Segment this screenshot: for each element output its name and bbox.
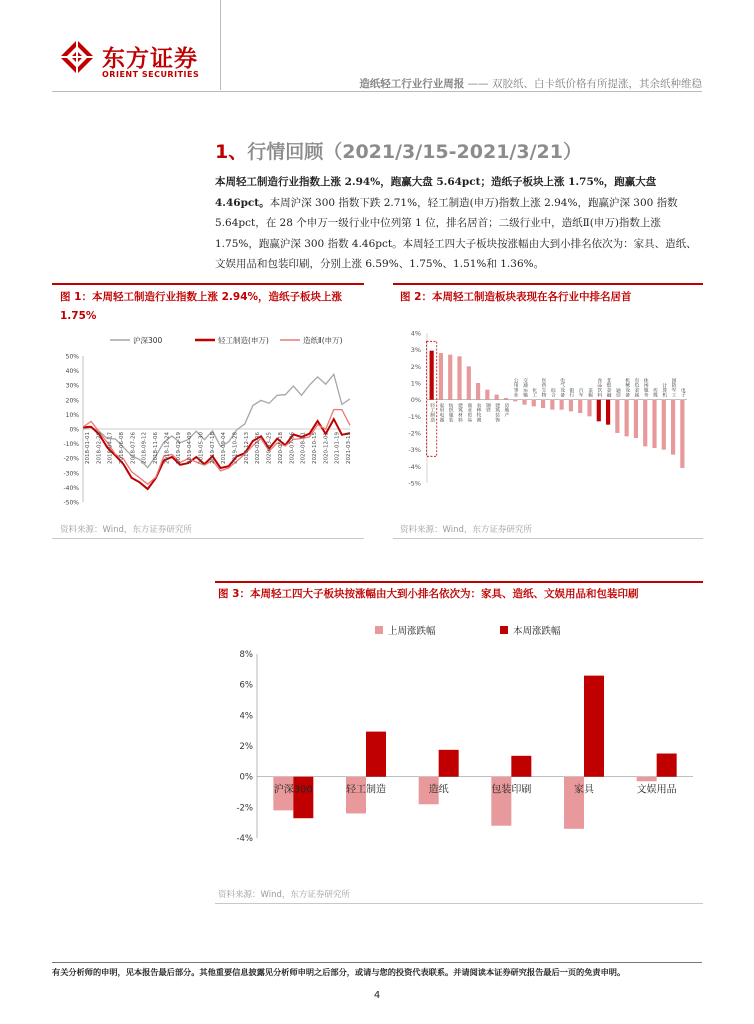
report-title [359, 76, 702, 91]
fig3-legend-label: 上周涨跌幅 [388, 626, 436, 637]
header-rule [52, 91, 702, 92]
fig1-ytick-label: 50% [65, 353, 79, 361]
fig2-ytick-label: 2% [410, 362, 421, 371]
fig1-xtick-label: 2018-09-12 [141, 432, 148, 464]
fig2-category-label: 医药生物 [540, 377, 546, 397]
fig2-bar [541, 400, 545, 408]
fig2-category-label: 电气设备 [559, 377, 565, 397]
fig3-category-label: 造纸 [428, 784, 449, 796]
fig2-bar [597, 400, 601, 422]
fig2-bar [532, 400, 536, 407]
fig2-category-label: 纺织服装 [447, 402, 453, 422]
page-number: 4 [373, 990, 381, 1001]
fig1-xtick-label: 2019-02-19 [175, 432, 182, 464]
fig1-xtick-label: 2018-01-01 [85, 432, 91, 464]
fig1-ytick-label: -10% [63, 441, 79, 449]
section-title [215, 137, 582, 164]
fig1-xtick-label: 2018-02-28 [96, 432, 103, 464]
fig2-bar [643, 400, 647, 447]
fig1-xtick-label: 2018-11-06 [153, 432, 160, 464]
fig2-ytick-label: -5% [408, 479, 421, 488]
section-title-text: 行情回顾（2021/3/15-2021/3/21） [247, 141, 582, 163]
fig3-ytick-label: 8% [239, 650, 253, 660]
fig2-bar [448, 355, 452, 400]
fig2-bar [522, 400, 526, 405]
fig1-xtick-label: 2019-10-28 [232, 432, 239, 464]
fig2-category-label: 国防军工 [670, 377, 676, 397]
fig2-bar [495, 395, 499, 400]
fig3-legend-swatch [375, 626, 383, 634]
fig1-xtick-label: 2020-08-21 [300, 432, 307, 464]
fig2-category-label: 有色金属 [633, 377, 639, 397]
fig2-bar [513, 400, 517, 402]
fig1-ytick-label: 10% [65, 411, 79, 419]
fig2-category-label: 化工 [531, 387, 537, 398]
fig1-caption [60, 288, 360, 326]
fig3-bar [637, 777, 657, 782]
fig3-bar [657, 754, 677, 777]
fig2-category-label: 采掘 [587, 387, 592, 398]
fig2-bar [560, 400, 564, 410]
fig2-category-label: 轻工制造 [429, 402, 435, 422]
fig1-xtick-label: 2019-07-18 [209, 432, 216, 464]
fig2-bar [634, 400, 638, 438]
fig3-top-rule [215, 581, 703, 583]
fig2-category-label: 建筑材料 [457, 402, 462, 422]
fig2-category-label: 房地产 [503, 402, 509, 418]
fig1-line-chart [55, 330, 360, 515]
fig1-xtick-label: 2019-09-04 [221, 432, 228, 464]
fig3-ytick-label: 4% [239, 711, 253, 722]
fig3-bar [584, 676, 604, 777]
fig2-bar [569, 400, 573, 412]
fig3-category-label: 轻工制造 [346, 784, 386, 796]
fig2-ytick-label: -3% [408, 446, 421, 455]
fig3-category-label: 文娱用品 [636, 784, 677, 796]
fig2-bar [671, 400, 675, 455]
fig2-ytick-label: 3% [410, 346, 421, 355]
fig1-xtick-label: 2021-03-15 [346, 432, 352, 464]
fig1-xtick-label: 2020-02-06 [255, 432, 262, 464]
fig2-ytick-label: -2% [408, 429, 421, 438]
fig2-bar [457, 356, 461, 399]
fig2-category-label: 非银金融 [605, 377, 611, 397]
fig2-bar [430, 351, 434, 400]
fig1-caption-text: 本周轻工制造行业指数上涨 2.94%，造纸子板块上涨 1.75% [60, 291, 343, 322]
footer-rule [52, 962, 702, 963]
fig2-source: 资料来源：Wind，东方证券研究所 [400, 525, 532, 535]
logo-text-en: ORIENT SECURITIES [102, 70, 200, 79]
fig1-xtick-label: 2020-05-18 [277, 432, 284, 464]
fig2-bottom-rule [393, 538, 703, 539]
fig3-caption [218, 585, 703, 604]
fig2-bar [578, 400, 582, 413]
fig1-ytick-label: -50% [63, 499, 79, 507]
paragraph-body: 本周沪深 300 指数下跌 2.71%，轻工制造(申万)指数上涨 2.94%，跑赢沪深 300 指数 5.64pct，在 28 个申万一级行业中位列第 1 位，排名居首；二级行业中，造纸Ⅱ(申万)指数上涨 1.75%，跑赢沪深 300 指数 4.46pct。本周轻工四大子板块按涨幅由大到小排名依次为：家具、造纸、文娱用品和包装印刷，分别上涨 6.59%、1.75%、1.51%和 1.36%。 [215, 196, 697, 270]
fig2-category-label: 建筑装饰 [494, 402, 500, 422]
fig1-top-rule [52, 283, 364, 285]
fig2-bar [652, 400, 656, 448]
header-divider [220, 0, 221, 90]
fig1-ytick-label: -30% [63, 470, 79, 478]
fig2-category-label: 农林牧渔 [475, 402, 481, 422]
fig2-bar [615, 400, 619, 433]
fig3-ytick-label: 6% [239, 680, 253, 691]
fig2-top-rule [393, 283, 703, 285]
fig3-ytick-label: 2% [239, 742, 253, 752]
fig2-bar [485, 390, 489, 400]
fig1-xtick-label: 2020-10-15 [311, 432, 318, 464]
fig2-category-label: 交通运输 [522, 377, 527, 397]
fig3-bar [366, 732, 386, 777]
fig2-bar [625, 400, 629, 437]
fig1-label: 图 1： [60, 291, 92, 303]
fig2-category-label: 机械设备 [624, 377, 630, 397]
fig1-ytick-label: -40% [63, 484, 79, 492]
fig1-legend-label: 轻工制造(申万) [218, 336, 269, 345]
fig2-caption-text: 本周轻工制造板块表现在各行业中排名居首 [431, 291, 632, 303]
fig1-xtick-label: 2018-06-08 [119, 432, 126, 464]
fig2-ytick-label: -4% [408, 462, 421, 471]
fig2-category-label: 银行 [568, 387, 574, 398]
fig1-xtick-label: 2019-04-09 [187, 432, 194, 464]
fig1-bottom-rule [52, 538, 364, 539]
fig1-xtick-label: 2020-07-06 [289, 432, 296, 464]
fig1-xtick-label: 2020-03-25 [266, 432, 273, 464]
fig3-ytick-label: -4% [236, 834, 253, 844]
fig2-category-label: 商业贸易 [466, 402, 472, 422]
fig1-xtick-label: 2018-04-17 [107, 432, 114, 464]
fig1-legend-label: 沪深300 [133, 336, 163, 345]
fig2-bar [662, 400, 666, 450]
fig3-bar [511, 756, 531, 777]
fig2-caption [400, 288, 700, 307]
fig1-xtick-label: 2019-05-30 [198, 432, 205, 464]
fig2-category-label: 家用电器 [438, 402, 444, 422]
fig3-legend-swatch [500, 626, 508, 634]
fig2-category-label: 计算机 [661, 382, 667, 398]
fig3-ytick-label: 0% [239, 772, 253, 783]
report-title-bold: 造纸轻工行业行业周报 [359, 78, 465, 90]
fig2-ytick-label: 0% [410, 396, 421, 405]
fig1-ytick-label: 30% [65, 382, 79, 390]
fig2-bar [550, 400, 554, 410]
fig3-bar [439, 750, 459, 777]
fig2-ytick-label: 4% [410, 329, 421, 338]
fig3-category-label: 家具 [574, 784, 594, 796]
fig3-bar [293, 777, 313, 819]
fig2-category-label: 传媒 [652, 387, 657, 398]
fig1-ytick-label: -20% [63, 455, 79, 463]
fig2-bar-chart [395, 325, 700, 490]
fig1-source: 资料来源：Wind，东方证券研究所 [60, 525, 192, 535]
fig3-category-label: 包装印刷 [491, 784, 532, 796]
fig1-xtick-label: 2019-12-13 [243, 432, 250, 464]
fig1-ytick-label: 0% [69, 426, 79, 434]
fig2-category-label: 电子 [679, 387, 685, 398]
fig3-label: 图 3： [218, 588, 250, 600]
fig1-xtick-label: 2018-12-24 [164, 432, 171, 464]
fig3-category-label: 沪深300 [273, 784, 313, 796]
fig1-xtick-label: 2021-01-19 [334, 432, 341, 464]
fig1-ytick-label: 20% [65, 397, 79, 405]
fig2-category-label: 钢铁 [484, 402, 490, 413]
body-paragraph [215, 172, 705, 275]
fig2-ytick-label: -1% [408, 412, 421, 421]
section-number: 1、 [215, 141, 248, 163]
fig1-ytick-label: 40% [65, 368, 79, 376]
fig2-category-label: 公用事业 [512, 377, 518, 397]
logo-text-cn: 东方证券 [102, 46, 198, 72]
fig3-bar-chart [215, 612, 703, 874]
fig2-ytick-label: 1% [410, 379, 421, 388]
fig1-xtick-label: 2020-12-01 [323, 432, 330, 464]
fig2-label: 图 2： [400, 291, 432, 303]
fig2-category-label: 食品饮料 [596, 377, 602, 397]
logo-mark-icon [60, 40, 94, 74]
fig2-bar [587, 400, 591, 417]
fig2-bar [476, 383, 480, 400]
fig2-bar [504, 398, 508, 400]
fig2-category-label: 通信 [614, 387, 620, 398]
fig1-legend-label: 造纸Ⅱ(申万) [303, 336, 343, 345]
footer-disclaimer: 有关分析师的申明，见本报告最后部分。其他重要信息披露见分析师申明之后部分，或请与您的投资代表联系。并请阅读本证券研究报告最后一页的免责申明。 [52, 967, 626, 977]
fig3-ytick-label: -2% [236, 803, 253, 814]
fig2-category-label: 综合 [549, 387, 555, 398]
paragraph-lead: 本周轻工制造行业指数上涨 2.94%，跑赢大盘 5.64pct；造纸子板块上涨 1.75%，跑赢大盘 4.46pct。 [215, 176, 657, 209]
fig3-bottom-rule [215, 903, 703, 904]
fig2-category-label: 汽车 [577, 387, 583, 398]
fig2-bar [680, 400, 684, 468]
fig3-source: 资料来源：Wind，东方证券研究所 [218, 890, 350, 900]
fig2-bar [467, 366, 471, 399]
fig1-xtick-label: 2018-07-26 [130, 432, 137, 464]
report-title-rest: —— 双胶纸、白卡纸价格有所提涨，其余纸种维稳 [464, 78, 702, 90]
fig2-bar [439, 353, 443, 400]
fig3-caption-text: 本周轻工四大子板块按涨幅由大到小排名依次为：家具、造纸、文娱用品和包装印刷 [249, 588, 639, 600]
fig2-category-label: 休闲服务 [642, 377, 648, 397]
fig2-bar [606, 400, 610, 425]
fig3-legend-label: 本周涨跌幅 [513, 626, 561, 637]
